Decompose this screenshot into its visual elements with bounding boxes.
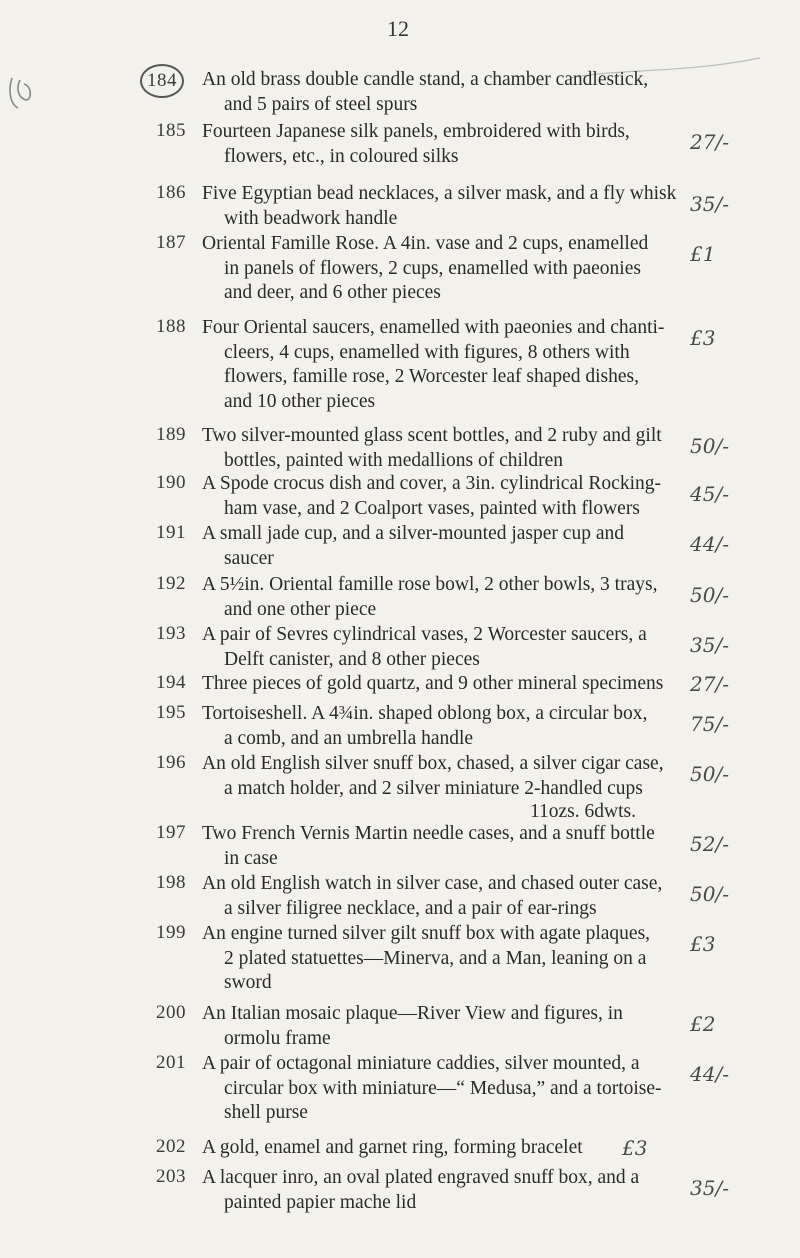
lot-price: 35/- [690,1176,729,1200]
lot-number: 191 [156,522,186,543]
lot-price: 35/- [690,192,729,216]
lot-description-line: Two French Vernis Martin needle cases, and a snuff bottle [202,823,655,844]
margin-scribble-icon [6,70,56,114]
lot-description-line: Three pieces of gold quartz, and 9 other mineral specimens [202,673,664,694]
lot-description-line: bottles, painted with medallions of children [224,449,564,471]
lot-price: 27/- [690,130,729,154]
lot-description-line: painted papier mache lid [224,1191,417,1213]
lot-number: 198 [156,872,186,893]
lot-description-line: and 10 other pieces [224,390,376,412]
lot-description-line: flowers, etc., in coloured silks [224,145,459,167]
lot-description-line: Four Oriental saucers, enamelled with paeonies and chanti- [202,317,665,338]
lot-description-line: saucer [224,547,274,569]
lot-number: 200 [156,1002,186,1023]
lot-description-line: An old English watch in silver case, and chased outer case, [202,873,663,894]
lot-description-line: in case [224,847,278,869]
lot-description-line: Oriental Famille Rose. A 4in. vase and 2 cups, enamelled [202,233,649,254]
lot-description-line: Delft canister, and 8 other pieces [224,648,480,670]
lot-description-line: A lacquer inro, an oval plated engraved snuff box, and a [202,1167,640,1188]
lot-number: 187 [156,232,186,253]
lot-number: 192 [156,573,186,594]
lot-price: £3 [690,932,716,956]
lot-number: 186 [156,182,186,203]
lot-price: 44/- [690,532,729,556]
lot-description-line: An Italian mosaic plaque—River View and figures, in [202,1003,623,1024]
lot-description-line: flowers, famille rose, 2 Worcester leaf shaped dishes, [224,366,640,387]
lot-number: 196 [156,752,186,773]
lot-price: 45/- [690,482,729,506]
lot-description-line: A pair of Sevres cylindrical vases, 2 Worcester saucers, a [202,624,647,645]
lot-description-line: 2 plated statuettes—Minerva, and a Man, leaning on a [224,947,647,969]
lot-description-line: circular box with miniature—“ Medusa,” and a tortoise- [224,1077,662,1099]
lot-description-line: Two silver-mounted glass scent bottles, and 2 ruby and gilt [202,425,662,446]
lot-inline-price: £3 [622,1136,648,1160]
lot-description-line: Fourteen Japanese silk panels, embroidered with birds, [202,121,630,142]
lot-number: 189 [156,424,186,445]
page-number: 12 [387,16,409,41]
lot-description-line: with beadwork handle [224,207,398,229]
lot-description-line: A pair of octagonal miniature caddies, silver mounted, a [202,1053,640,1074]
lot-number: 184 [140,64,184,98]
lot-number: 201 [156,1052,186,1073]
lot-description-line: A 5½in. Oriental famille rose bowl, 2 other bowls, 3 trays, [202,574,658,595]
lot-price: 52/- [690,832,729,856]
lot-price: 50/- [690,434,729,458]
lot-description-line: Tortoiseshell. A 4¾in. shaped oblong box, a circular box, [202,703,648,724]
lot-description-line: a comb, and an umbrella handle [224,727,474,749]
lot-price: 50/- [690,882,729,906]
lot-number: 202 [156,1136,186,1157]
lot-description-line: a match holder, and 2 silver miniature 2-handled cups [224,777,643,799]
lot-description-line: An old brass double candle stand, a chamber candlestick, [202,69,649,90]
lot-description-line: Five Egyptian bead necklaces, a silver mask, and a fly whisk [202,183,677,204]
lot-price: 35/- [690,633,729,657]
lot-description-line: A small jade cup, and a silver-mounted jasper cup and [202,523,624,544]
lot-description-line: sword [224,972,272,993]
lot-number: 190 [156,472,186,493]
lot-description-line: ormolu frame [224,1027,331,1049]
lot-number: 203 [156,1166,186,1187]
lot-price: 75/- [690,712,729,736]
lot-description-line: A gold, enamel and garnet ring, forming bracelet [202,1137,583,1158]
lot-description-line: a silver filigree necklace, and a pair of ear-rings [224,897,597,919]
lot-description-line: An engine turned silver gilt snuff box with agate plaques, [202,923,651,944]
lot-number: 199 [156,922,186,943]
lot-weight: 11ozs. 6dwts. [530,801,636,822]
lot-description-line: and 5 pairs of steel spurs [224,93,418,115]
lot-price: 44/- [690,1062,729,1086]
lot-price: £3 [690,326,716,350]
lot-number: 188 [156,316,186,337]
lot-description-line: ham vase, and 2 Coalport vases, painted with flowers [224,497,640,519]
lot-price: 50/- [690,762,729,786]
lot-description-line: cleers, 4 cups, enamelled with figures, 8 others with [224,341,630,363]
lot-price: £2 [690,1012,716,1036]
lot-description-line: and deer, and 6 other pieces [224,282,441,303]
lot-description-line: and one other piece [224,598,377,620]
lot-description-line: An old English silver snuff box, chased, a silver cigar case, [202,753,664,774]
lot-number: 193 [156,623,186,644]
lot-number: 197 [156,822,186,843]
lot-number: 195 [156,702,186,723]
lot-price: 50/- [690,583,729,607]
lot-description-line: A Spode crocus dish and cover, a 3in. cylindrical Rocking- [202,473,661,494]
lot-price: 27/- [690,672,729,696]
lot-number: 185 [156,120,186,141]
lot-price: £1 [690,242,716,266]
lot-description-line: in panels of flowers, 2 cups, enamelled with paeonies [224,257,641,279]
lot-number: 194 [156,672,186,693]
lot-description-line: shell purse [224,1102,308,1123]
